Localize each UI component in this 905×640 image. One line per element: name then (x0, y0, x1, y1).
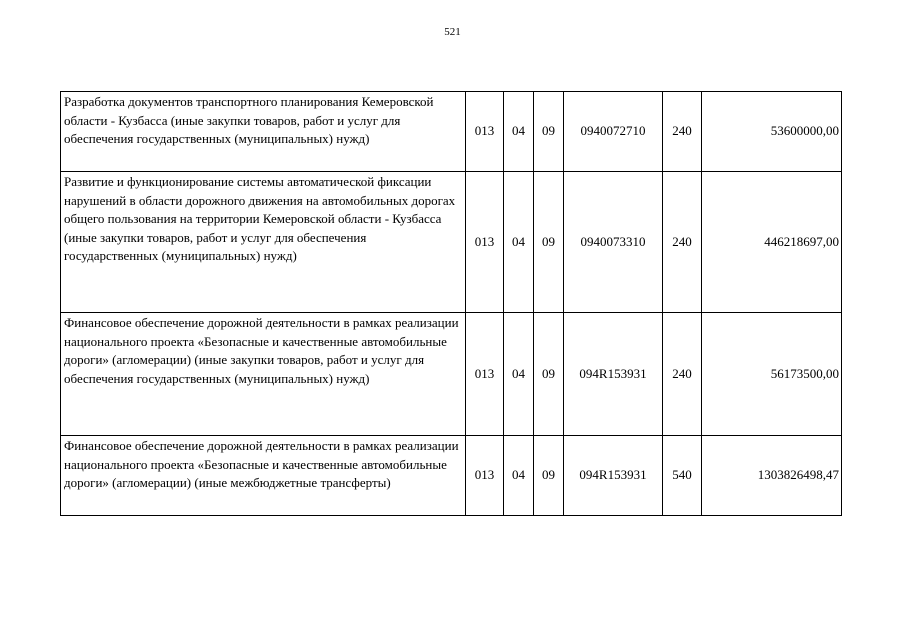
section-code: 04 (504, 313, 534, 436)
subsection-code: 09 (534, 92, 564, 172)
grbs-code: 013 (466, 172, 504, 313)
row-description: Разработка документов транспортного планирования Кемеровской области - Кузбасса (иные закупки товаров, работ и услуг для обеспечения государственных (муниципальных) нужд) (61, 92, 466, 172)
amount: 56173500,00 (702, 313, 842, 436)
amount: 1303826498,47 (702, 436, 842, 516)
expense-type-code: 240 (663, 172, 702, 313)
target-article-code: 094R153931 (564, 436, 663, 516)
target-article-code: 094R153931 (564, 313, 663, 436)
table-row (61, 172, 842, 313)
section-code: 04 (504, 172, 534, 313)
table-row (61, 313, 842, 436)
section-code: 04 (504, 92, 534, 172)
expense-type-code: 240 (663, 313, 702, 436)
target-article-code: 0940073310 (564, 172, 663, 313)
row-description: Финансовое обеспечение дорожной деятельности в рамках реализации национального проекта «Безопасные и качественные автомобильные дороги» (агломерации) (иные закупки товаров, работ и услуг для обеспечения государственных (муниципальных) нужд) (61, 313, 466, 436)
row-description: Развитие и функционирование системы автоматической фиксации нарушений в области дорожного движения на автомобильных дорогах общего пользования на территории Кемеровской области - Кузбасса (иные закупки товаров, работ и услуг для обеспечения государственных (муниципальных) нужд) (61, 172, 466, 313)
subsection-code: 09 (534, 313, 564, 436)
row-description: Финансовое обеспечение дорожной деятельности в рамках реализации национального проекта «Безопасные и качественные автомобильные дороги» (агломерации) (иные межбюджетные трансферты) (61, 436, 466, 516)
section-code: 04 (504, 436, 534, 516)
expense-type-code: 240 (663, 92, 702, 172)
budget-table (60, 91, 842, 516)
table-row (61, 92, 842, 172)
grbs-code: 013 (466, 313, 504, 436)
page-number: 521 (444, 26, 461, 38)
amount: 53600000,00 (702, 92, 842, 172)
target-article-code: 0940072710 (564, 92, 663, 172)
grbs-code: 013 (466, 436, 504, 516)
grbs-code: 013 (466, 92, 504, 172)
subsection-code: 09 (534, 172, 564, 313)
expense-type-code: 540 (663, 436, 702, 516)
amount: 446218697,00 (702, 172, 842, 313)
subsection-code: 09 (534, 436, 564, 516)
table-row (61, 436, 842, 516)
